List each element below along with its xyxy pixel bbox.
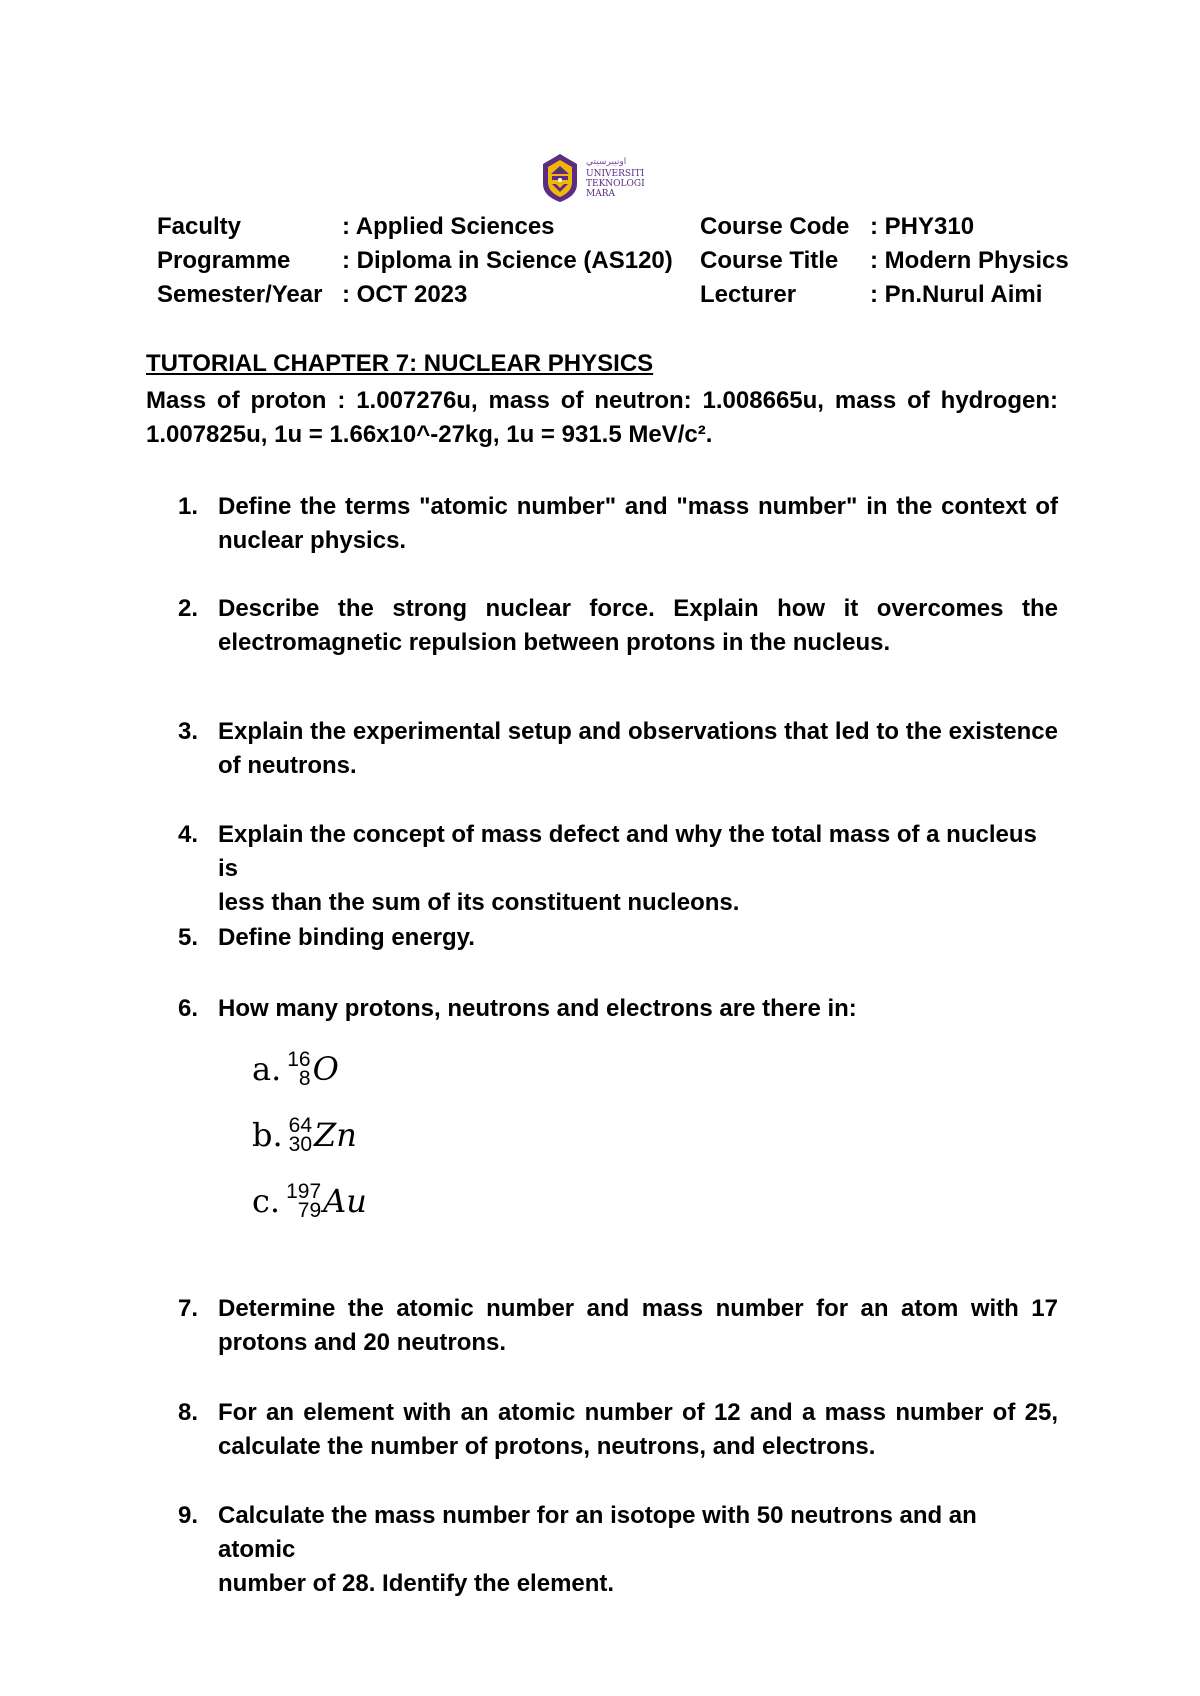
mass-number: 197 bbox=[286, 1180, 322, 1203]
isotope-label: c. bbox=[252, 1182, 281, 1220]
logo-line-mara: MARA bbox=[586, 189, 615, 199]
isotope-a bbox=[252, 1042, 339, 1096]
question-3 bbox=[178, 715, 1058, 783]
faculty-value: : Applied Sciences bbox=[342, 213, 555, 240]
constants-line-1: Mass of proton : 1.007276u, mass of neutron: 1.008665u, mass of hydrogen: bbox=[146, 387, 1058, 414]
question-text-line-2: of neutrons. bbox=[218, 752, 357, 779]
right-values bbox=[870, 210, 1069, 312]
lecturer-label: Lecturer bbox=[700, 281, 797, 308]
question-text-line-2: nuclear physics. bbox=[218, 527, 407, 554]
question-7 bbox=[178, 1292, 1058, 1360]
element-symbol: O bbox=[312, 1050, 339, 1088]
question-2 bbox=[178, 592, 1058, 660]
question-number: 8. bbox=[178, 1399, 199, 1426]
lecturer-value: : Pn.Nurul Aimi bbox=[870, 281, 1043, 308]
element-symbol: Zn bbox=[314, 1116, 357, 1154]
isotope-label: a. bbox=[252, 1050, 282, 1088]
question-text-line-1: Describe the strong nuclear force. Explain how it overcomes the bbox=[218, 595, 1058, 622]
isotope-label: b. bbox=[252, 1116, 283, 1154]
isotope-b bbox=[252, 1108, 357, 1162]
question-number: 9. bbox=[178, 1502, 199, 1529]
course-code-value: : PHY310 bbox=[870, 213, 975, 240]
question-text-line-2: electromagnetic repulsion between protons in the nucleus. bbox=[218, 629, 891, 656]
question-1 bbox=[178, 490, 1058, 558]
question-number: 3. bbox=[178, 718, 199, 745]
atomic-number: 8 bbox=[298, 1067, 311, 1090]
logo-jawi-text: ﺍﻭﻧﻴﺒﺮﺳﻴﺘﻲ bbox=[586, 157, 627, 167]
semester-value: : OCT 2023 bbox=[342, 281, 468, 308]
question-text-line-2: calculate the number of protons, neutrons, and electrons. bbox=[218, 1433, 876, 1460]
question-text-line-1: Explain the experimental setup and observations that led to the existence bbox=[218, 718, 1058, 745]
atomic-number: 79 bbox=[297, 1199, 322, 1222]
question-text-line-1: Determine the atomic number and mass number for an atom with 17 bbox=[218, 1295, 1058, 1322]
question-text-line-1: Define binding energy. bbox=[218, 924, 475, 951]
logo-wordmark bbox=[586, 157, 645, 199]
nuclide-numbers bbox=[287, 1050, 310, 1088]
element-symbol: Au bbox=[323, 1182, 367, 1220]
question-number: 1. bbox=[178, 493, 199, 520]
left-labels bbox=[157, 210, 322, 312]
question-text-line-2: number of 28. Identify the element. bbox=[218, 1570, 615, 1597]
question-8 bbox=[178, 1396, 1058, 1464]
question-text-line-2: less than the sum of its constituent nucleons. bbox=[218, 889, 740, 916]
university-logo bbox=[540, 152, 664, 204]
uitm-crest-icon bbox=[540, 152, 580, 204]
question-text-line-1: For an element with an atomic number of 12 and a mass number of 25, bbox=[218, 1399, 1058, 1426]
left-values bbox=[342, 210, 673, 312]
question-6 bbox=[178, 992, 1058, 1026]
isotope-c bbox=[252, 1174, 367, 1228]
logo-line-universiti: UNIVERSITI bbox=[586, 169, 645, 179]
question-number: 6. bbox=[178, 995, 199, 1022]
tutorial-title: TUTORIAL CHAPTER 7: NUCLEAR PHYSICS bbox=[146, 350, 654, 377]
question-number: 2. bbox=[178, 595, 199, 622]
physical-constants bbox=[146, 384, 1058, 452]
question-text-line-1: Explain the concept of mass defect and why the total mass of a nucleus is bbox=[218, 821, 1037, 882]
question-5 bbox=[178, 921, 1058, 955]
course-code-label: Course Code bbox=[700, 213, 850, 240]
programme-value: : Diploma in Science (AS120) bbox=[342, 247, 673, 274]
question-number: 5. bbox=[178, 924, 199, 951]
mass-number: 16 bbox=[287, 1048, 311, 1071]
programme-label: Programme bbox=[157, 247, 291, 274]
question-text-line-1: Calculate the mass number for an isotope with 50 neutrons and an atomic bbox=[218, 1502, 977, 1563]
mass-number: 64 bbox=[288, 1114, 313, 1137]
question-number: 4. bbox=[178, 821, 199, 848]
semester-label: Semester/Year bbox=[157, 281, 323, 308]
question-9 bbox=[178, 1499, 1058, 1601]
nuclide-numbers bbox=[286, 1182, 321, 1220]
constants-line-2: 1.007825u, 1u = 1.66x10^-27kg, 1u = 931.5 MeV/c². bbox=[146, 421, 713, 448]
question-text-line-1: Define the terms "atomic number" and "mass number" in the context of bbox=[218, 493, 1058, 520]
question-4 bbox=[178, 818, 1058, 920]
faculty-label: Faculty bbox=[157, 213, 242, 240]
logo-line-teknologi: TEKNOLOGI bbox=[586, 179, 645, 189]
course-title-label: Course Title bbox=[700, 247, 839, 274]
atomic-number: 30 bbox=[288, 1133, 313, 1156]
course-title-value: : Modern Physics bbox=[870, 247, 1069, 274]
nuclide-numbers bbox=[289, 1116, 312, 1154]
question-text-line-2: protons and 20 neutrons. bbox=[218, 1329, 507, 1356]
question-number: 7. bbox=[178, 1295, 199, 1322]
right-labels bbox=[700, 210, 849, 312]
question-text-line-1: How many protons, neutrons and electrons are there in: bbox=[218, 995, 857, 1022]
